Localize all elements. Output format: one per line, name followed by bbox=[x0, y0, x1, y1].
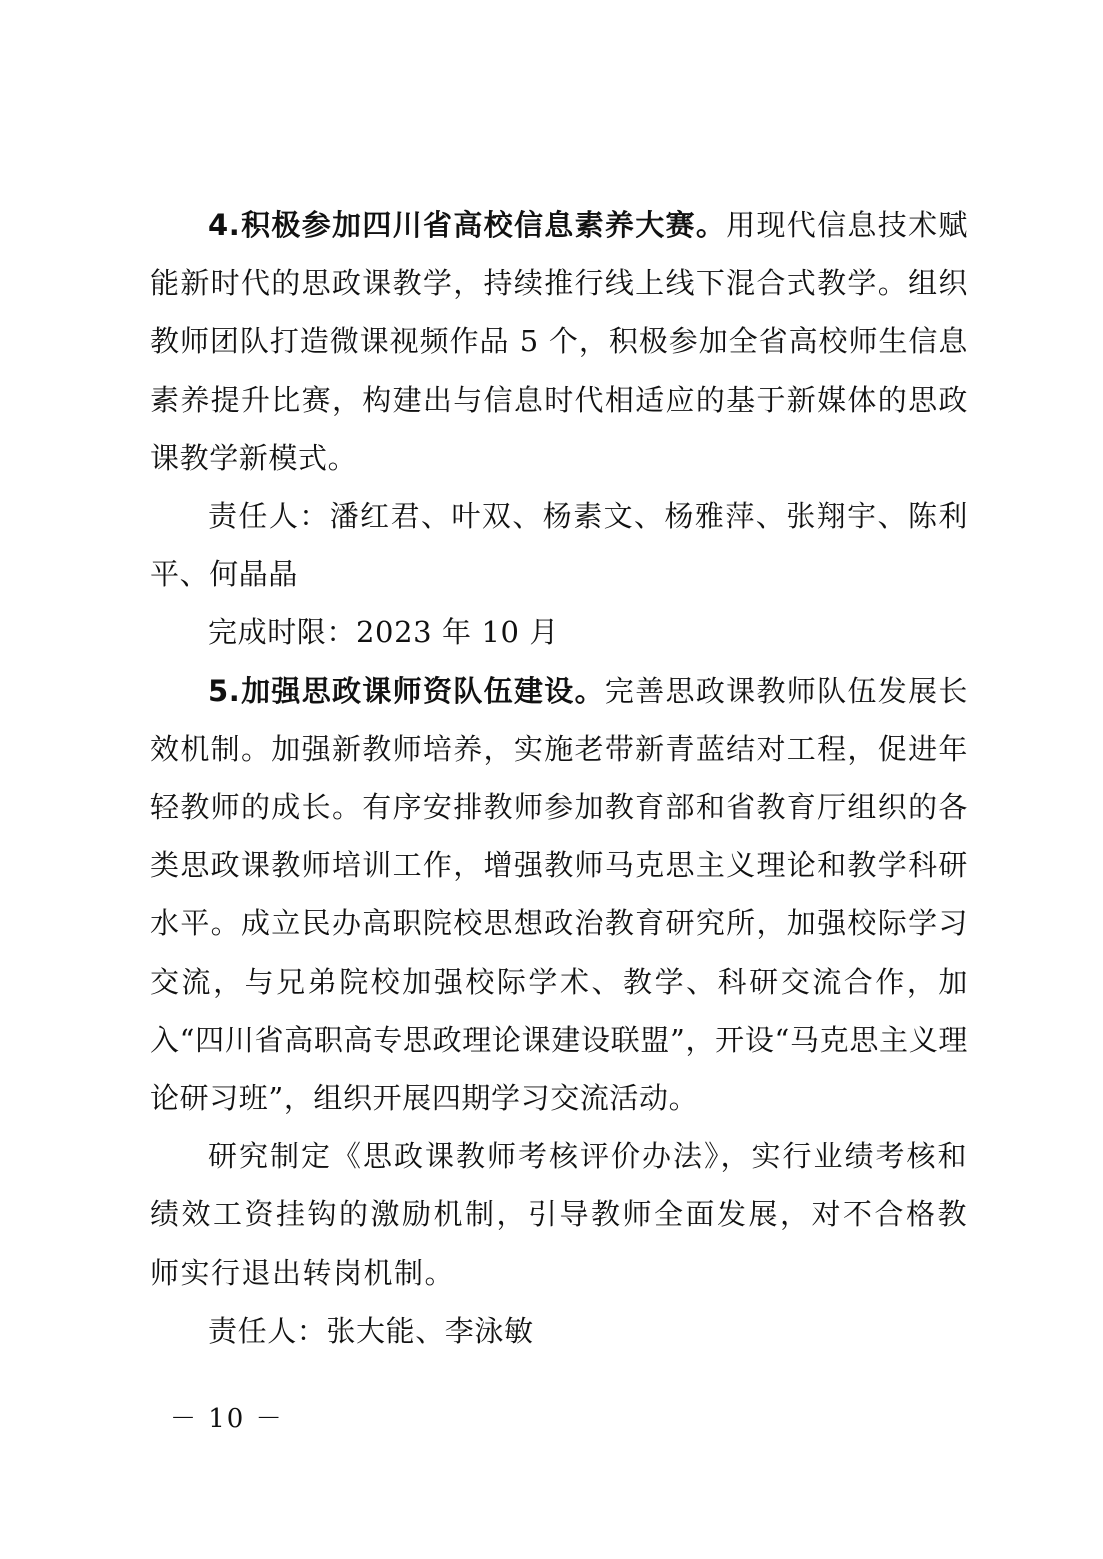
item-5-assessment: 研究制定《思政课教师考核评价办法》，实行业绩考核和绩效工资挂钩的激励机制，引导教师全面发展，对不合格教师实行退出转岗机制。 bbox=[150, 1139, 968, 1290]
item-4-deadline: 完成时限：2023 年 10 月 bbox=[208, 615, 559, 650]
item-4-paragraph bbox=[150, 196, 968, 487]
item-4-body: 用现代信息技术赋能新时代的思政课教学，持续推行线上线下混合式教学。组织教师团队打造微课视频作品 5 个，积极参加全省高校师生信息素养提升比赛，构建出与信息时代相适应的基于新媒体的思政课教学新模式。 bbox=[150, 208, 968, 475]
item-4-responsible: 责任人：潘红君、叶双、杨素文、杨雅萍、张翔宇、陈利平、何晶晶 bbox=[150, 499, 968, 592]
item-5-responsible: 责任人：张大能、李泳敏 bbox=[208, 1313, 534, 1348]
item-5-paragraph bbox=[150, 662, 968, 1128]
page-number: － 10 － bbox=[170, 1404, 284, 1434]
item-4-heading: 4.积极参加四川省高校信息素养大赛。 bbox=[208, 208, 727, 242]
item-5-heading: 5.加强思政课师资队伍建设。 bbox=[208, 673, 605, 708]
item-5-body: 完善思政课教师队伍发展长效机制。加强新教师培养，实施老带新青蓝结对工程，促进年轻教师的成长。有序安排教师参加教育部和省教育厅组织的各类思政课教师培训工作，增强教师马克思主义理论和教学科研水平。成立民办高职院校思想政治教育研究所，加强校际学习交流，与兄弟院校加强校际学术、教学、科研交流合作，加入“四川省高职高专思政理论课建设联盟”，开设“马克思主义理论研习班”，组织开展四期学习交流活动。 bbox=[150, 673, 968, 1116]
document-body bbox=[150, 196, 968, 1360]
